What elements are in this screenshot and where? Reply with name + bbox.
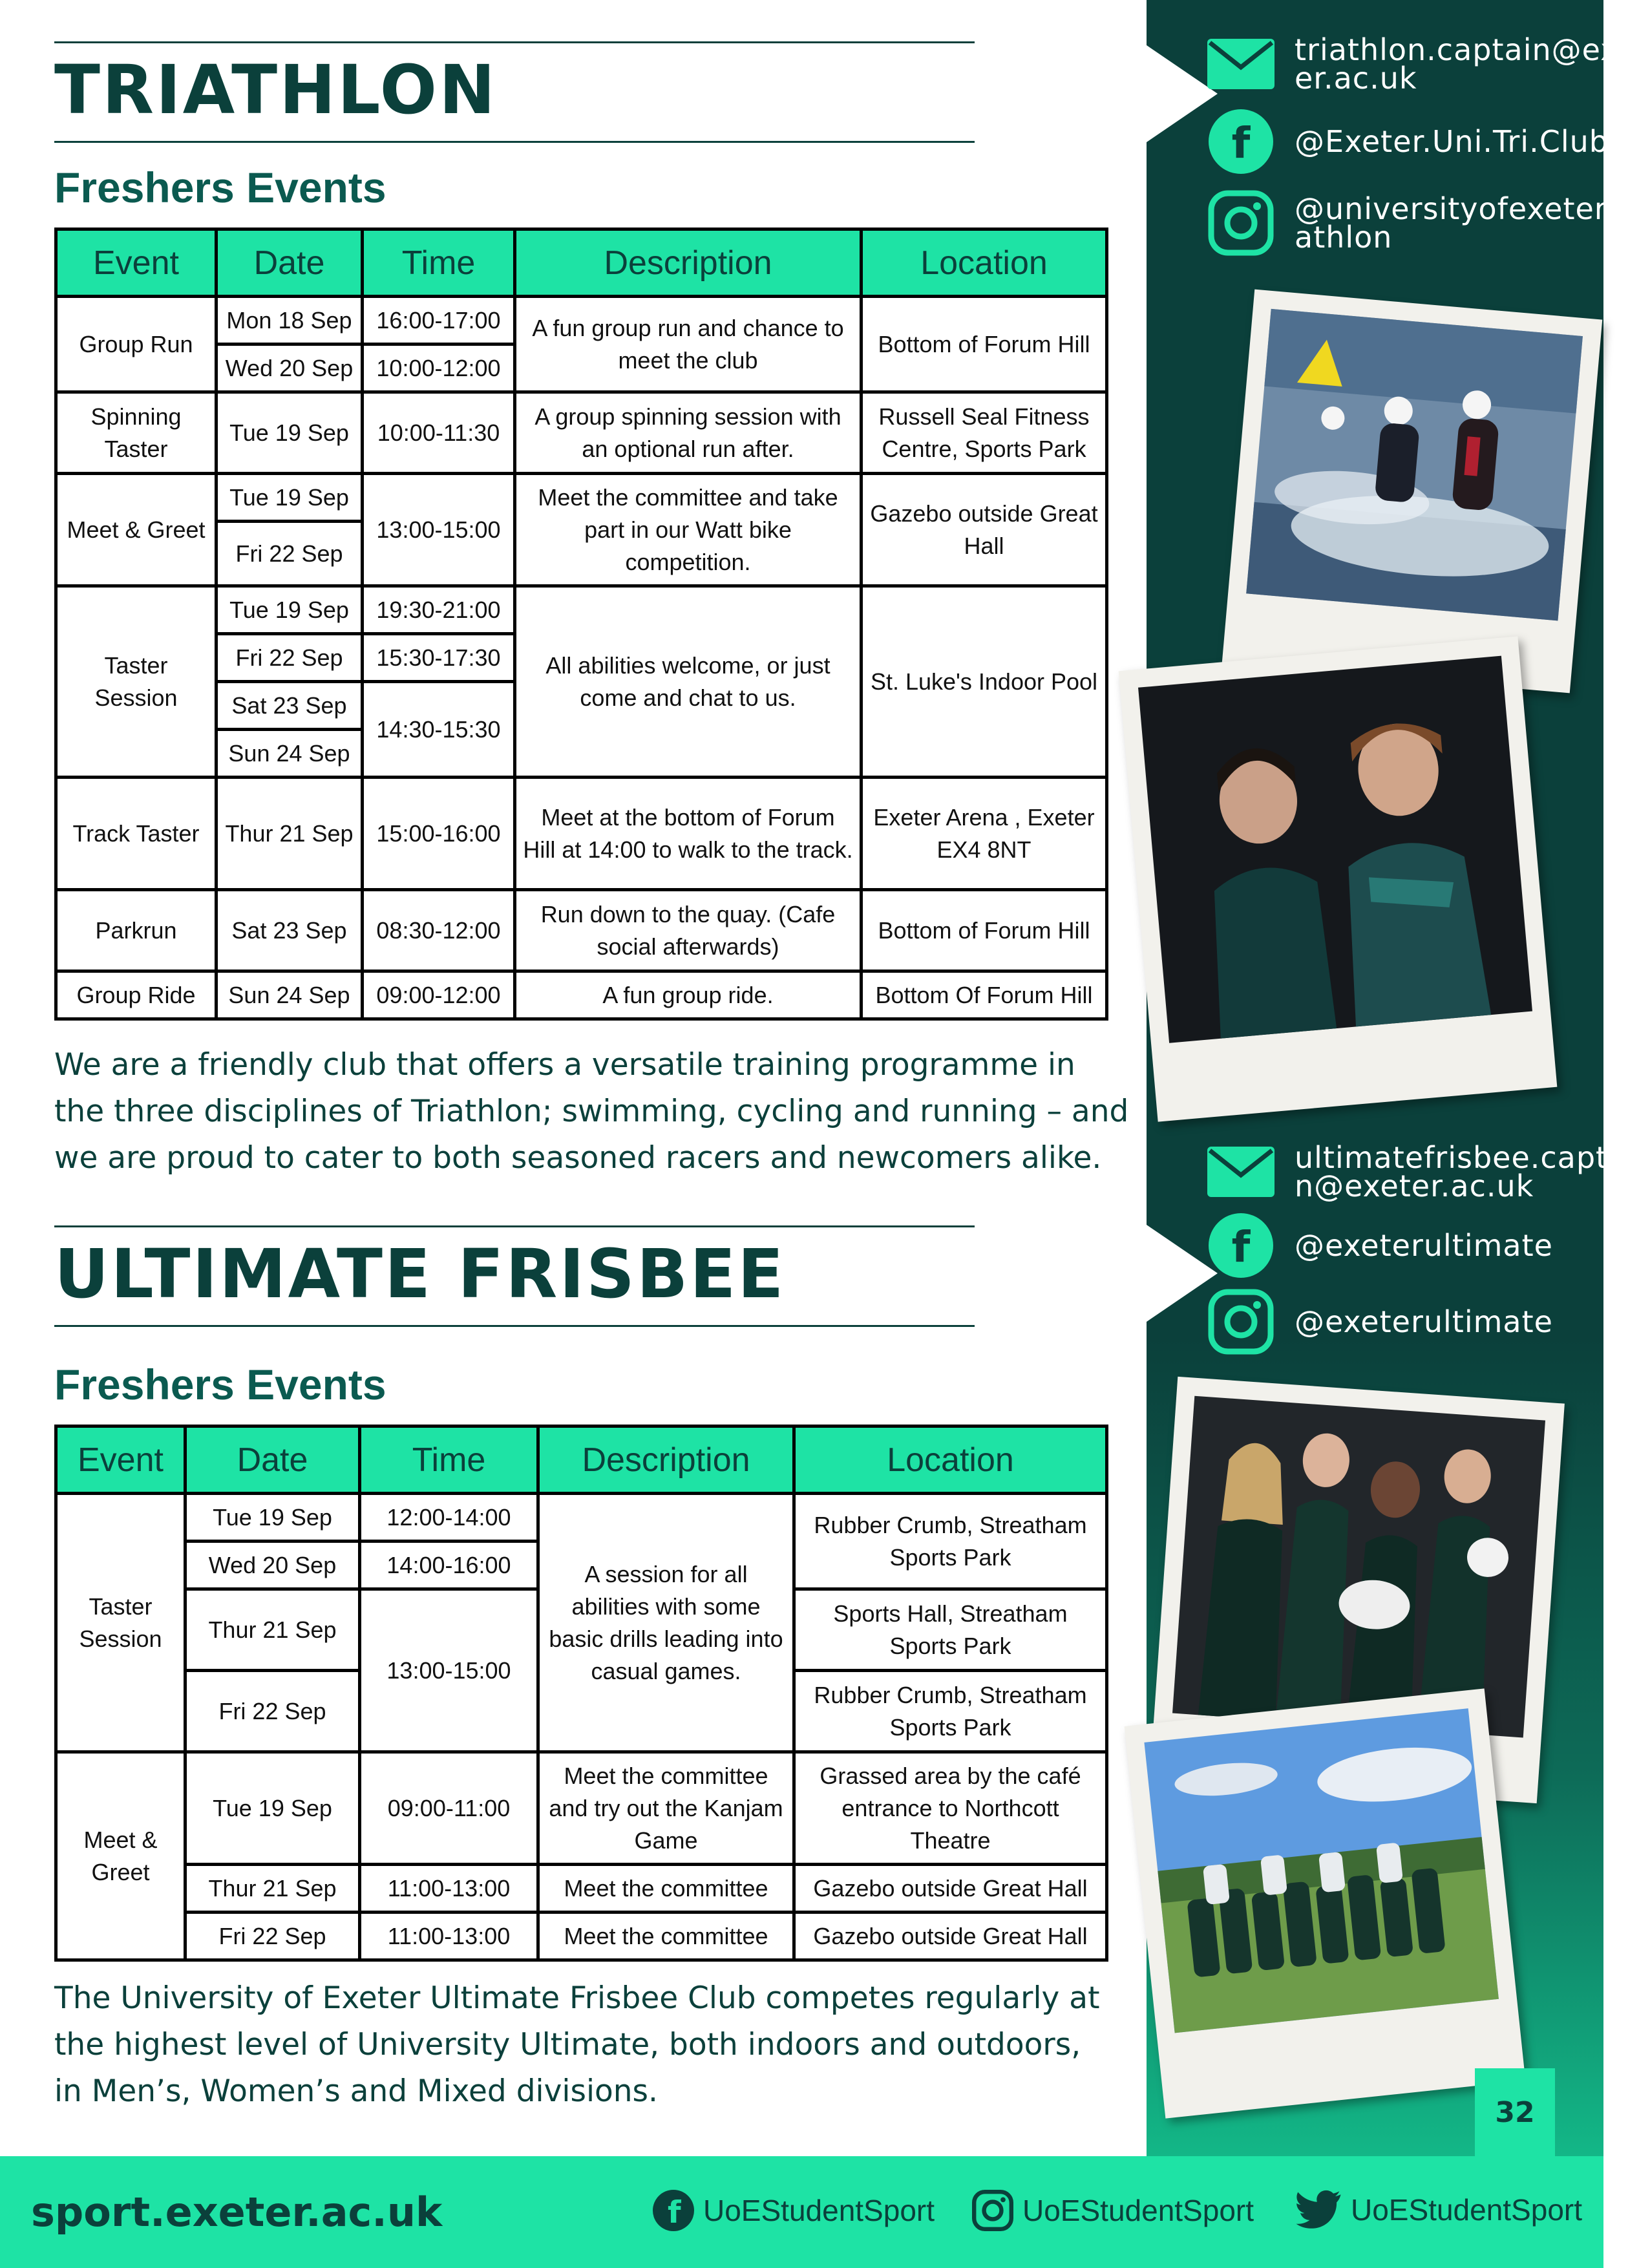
column-header: Date — [217, 229, 363, 297]
frisbee-facebook-contact[interactable] — [1205, 1210, 1650, 1281]
triathlon-instagram-text: @universityofexetertriathlon — [1295, 191, 1642, 255]
column-header: Location — [794, 1426, 1107, 1494]
time-cell: 08:30-12:00 — [363, 890, 515, 971]
page-number: 32 — [1475, 2068, 1555, 2156]
frisbee-events-table — [54, 1425, 1108, 1962]
event-cell: Group Ride — [56, 971, 217, 1019]
column-header: Date — [185, 1426, 360, 1494]
event-cell: Spinning Taster — [56, 392, 217, 474]
date-cell: Wed 20 Sep — [185, 1542, 360, 1589]
triathlon-email-text: triathlon.captain@exeter.ac.uk — [1295, 32, 1649, 96]
date-cell: Fri 22 Sep — [217, 522, 363, 586]
frisbee-instagram-contact[interactable] — [1205, 1286, 1650, 1357]
column-header: Description — [538, 1426, 794, 1494]
facebook-icon — [1205, 1210, 1276, 1281]
description-cell: All abilities welcome, or just come and chat to us. — [515, 586, 862, 778]
location-cell: Rubber Crumb, Streatham Sports Park — [794, 1671, 1107, 1752]
time-cell: 19:30-21:00 — [363, 586, 515, 634]
location-cell: Grassed area by the café entrance to Northcott Theatre — [794, 1752, 1107, 1865]
frisbee-instagram-text: @exeterultimate — [1295, 1304, 1553, 1339]
table-row — [56, 971, 1107, 1019]
footer-facebook-link[interactable] — [653, 2190, 935, 2231]
mail-icon — [1205, 1136, 1276, 1207]
frisbee-description: The University of Exeter Ultimate Frisbee Club competes regularly at the highest level of University Ultimate, both indoors and outdoors, in Men’s, Women’s and Mixed divisions. — [54, 1980, 1100, 2109]
photo-triathlon-swim — [1222, 290, 1602, 694]
divider-rule — [54, 1225, 975, 1227]
time-cell: 15:00-16:00 — [363, 778, 515, 890]
triathlon-facebook-contact[interactable] — [1205, 106, 1650, 177]
location-cell: Russell Seal Fitness Centre, Sports Park — [862, 392, 1107, 474]
instagram-icon — [972, 2190, 1013, 2231]
triathlon-facebook-text: @Exeter.Uni.Tri.Club — [1295, 124, 1609, 159]
event-cell: Group Run — [56, 297, 217, 392]
time-cell: 13:00-15:00 — [360, 1589, 538, 1752]
time-cell: 13:00-15:00 — [363, 474, 515, 586]
date-cell: Fri 22 Sep — [185, 1913, 360, 1960]
date-cell: Tue 19 Sep — [217, 474, 363, 522]
description-cell: A session for all abilities with some basic drills leading into casual games. — [538, 1494, 794, 1752]
triathlon-instagram-contact[interactable] — [1205, 187, 1650, 259]
location-cell: Bottom Of Forum Hill — [862, 971, 1107, 1019]
time-cell: 09:00-12:00 — [363, 971, 515, 1019]
event-cell: Parkrun — [56, 890, 217, 971]
description-cell: Meet the committee — [538, 1865, 794, 1913]
instagram-icon — [1205, 1286, 1276, 1357]
date-cell: Tue 19 Sep — [217, 392, 363, 474]
description-cell: Run down to the quay. (Cafe social afterwards) — [515, 890, 862, 971]
svg-text:f: f — [667, 2195, 681, 2231]
location-cell: Exeter Arena , Exeter EX4 8NT — [862, 778, 1107, 890]
footer-instagram-text: UoEStudentSport — [1022, 2194, 1254, 2227]
triathlon-email-contact[interactable] — [1205, 28, 1650, 100]
column-header: Location — [862, 229, 1107, 297]
description-cell: Meet the committee — [538, 1913, 794, 1960]
date-cell: Sun 24 Sep — [217, 730, 363, 778]
footer-twitter-link[interactable] — [1295, 2190, 1582, 2230]
time-cell: 16:00-17:00 — [363, 297, 515, 344]
table-header-row — [56, 1426, 1107, 1494]
time-cell: 15:30-17:30 — [363, 634, 515, 682]
column-header: Time — [360, 1426, 538, 1494]
location-cell: Gazebo outside Great Hall — [794, 1913, 1107, 1960]
column-header: Description — [515, 229, 862, 297]
time-cell: 09:00-11:00 — [360, 1752, 538, 1865]
divider-rule — [54, 1325, 975, 1327]
time-cell: 12:00-14:00 — [360, 1494, 538, 1542]
frisbee-facebook-text: @exeterultimate — [1295, 1228, 1553, 1263]
location-cell: St. Luke's Indoor Pool — [862, 586, 1107, 778]
location-cell: Rubber Crumb, Streatham Sports Park — [794, 1494, 1107, 1589]
twitter-icon — [1295, 2190, 1342, 2230]
location-cell: Gazebo outside Great Hall — [862, 474, 1107, 586]
photo-triathlon-athletes — [1119, 636, 1558, 1121]
facebook-icon — [653, 2190, 694, 2231]
divider-rule — [54, 41, 975, 43]
date-cell: Thur 21 Sep — [185, 1589, 360, 1671]
date-cell: Tue 19 Sep — [185, 1494, 360, 1542]
footer-twitter-text: UoEStudentSport — [1351, 2193, 1583, 2227]
footer-site-link[interactable]: sport.exeter.ac.uk — [31, 2189, 443, 2236]
mail-icon — [1205, 28, 1276, 100]
footer-instagram-link[interactable] — [972, 2190, 1254, 2231]
column-header: Event — [56, 229, 217, 297]
date-cell: Sun 24 Sep — [217, 971, 363, 1019]
table-row — [56, 1752, 1107, 1865]
date-cell: Fri 22 Sep — [217, 634, 363, 682]
divider-rule — [54, 141, 975, 143]
footer — [0, 2156, 1603, 2268]
facebook-icon — [1205, 106, 1276, 177]
table-row — [56, 586, 1107, 634]
time-cell: 10:00-12:00 — [363, 344, 515, 392]
date-cell: Sat 23 Sep — [217, 682, 363, 730]
table-row — [56, 474, 1107, 522]
triathlon-section-title: Freshers Events — [54, 164, 386, 211]
description-cell: A fun group ride. — [515, 971, 862, 1019]
description-cell: Meet the committee and try out the Kanjam Game — [538, 1752, 794, 1865]
table-row — [56, 890, 1107, 971]
footer-facebook-text: UoEStudentSport — [703, 2194, 935, 2227]
time-cell: 11:00-13:00 — [360, 1865, 538, 1913]
location-cell: Sports Hall, Streatham Sports Park — [794, 1589, 1107, 1671]
location-cell: Bottom of Forum Hill — [862, 297, 1107, 392]
description-cell: A group spinning session with an optional run after. — [515, 392, 862, 474]
photo-frisbee-squad — [1125, 1688, 1526, 2118]
table-row — [56, 1913, 1107, 1960]
instagram-icon — [1205, 187, 1276, 259]
event-cell: Meet & Greet — [56, 474, 217, 586]
time-cell: 11:00-13:00 — [360, 1913, 538, 1960]
frisbee-title: ULTIMATE FRISBEE — [54, 1235, 786, 1313]
column-header: Event — [56, 1426, 185, 1494]
frisbee-section-title: Freshers Events — [54, 1361, 386, 1408]
event-cell: Taster Session — [56, 1494, 185, 1752]
date-cell: Mon 18 Sep — [217, 297, 363, 344]
table-row — [56, 297, 1107, 344]
table-row — [56, 392, 1107, 474]
date-cell: Fri 22 Sep — [185, 1671, 360, 1752]
date-cell: Tue 19 Sep — [217, 586, 363, 634]
description-cell: Meet the committee and take part in our Watt bike competition. — [515, 474, 862, 586]
table-header-row — [56, 229, 1107, 297]
date-cell: Thur 21 Sep — [185, 1865, 360, 1913]
event-cell: Track Taster — [56, 778, 217, 890]
event-cell: Meet & Greet — [56, 1752, 185, 1960]
triathlon-title: TRIATHLON — [54, 50, 498, 129]
date-cell: Sat 23 Sep — [217, 890, 363, 971]
description-cell: A fun group run and chance to meet the club — [515, 297, 862, 392]
triathlon-description: We are a friendly club that offers a versatile training programme in the three disciplines of Triathlon; swimming, cycling and running – and we are proud to cater to both seasoned racers and newcomers alike. — [54, 1047, 1129, 1176]
time-cell: 14:00-16:00 — [360, 1542, 538, 1589]
location-cell: Gazebo outside Great Hall — [794, 1865, 1107, 1913]
date-cell: Thur 21 Sep — [217, 778, 363, 890]
table-row — [56, 1865, 1107, 1913]
location-cell: Bottom of Forum Hill — [862, 890, 1107, 971]
svg-text:f: f — [1231, 1222, 1251, 1272]
column-header: Time — [363, 229, 515, 297]
time-cell: 14:30-15:30 — [363, 682, 515, 778]
event-cell: Taster Session — [56, 586, 217, 778]
table-row — [56, 1494, 1107, 1542]
triathlon-events-table — [54, 228, 1108, 1021]
table-row — [56, 778, 1107, 890]
date-cell: Tue 19 Sep — [185, 1752, 360, 1865]
time-cell: 10:00-11:30 — [363, 392, 515, 474]
svg-text:f: f — [1231, 118, 1251, 168]
description-cell: Meet at the bottom of Forum Hill at 14:00 to walk to the track. — [515, 778, 862, 890]
date-cell: Wed 20 Sep — [217, 344, 363, 392]
frisbee-email-text: ultimatefrisbee.captain@exeter.ac.uk — [1295, 1140, 1636, 1203]
frisbee-email-contact[interactable] — [1205, 1136, 1650, 1207]
